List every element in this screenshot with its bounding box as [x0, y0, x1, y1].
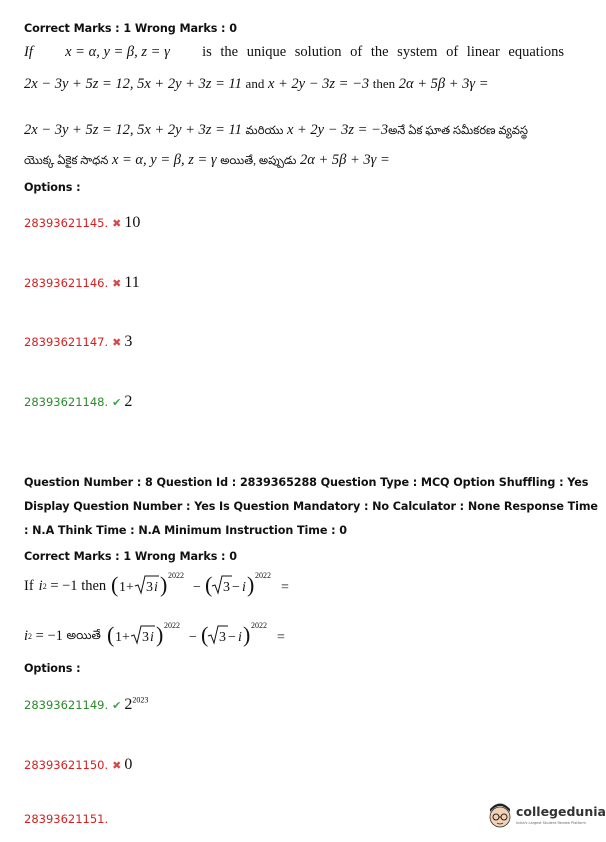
svg-text:(: (: [200, 622, 209, 647]
q7-option-4: [24, 391, 132, 411]
cross-icon: ✖: [112, 759, 122, 772]
option-value: 3: [124, 333, 133, 350]
option-id: 28393621146.: [24, 276, 109, 290]
q8-header-line3: : N.A Think Time : N.A Minimum Instruction Time : 0: [24, 524, 347, 537]
q7-statement: is the unique solution of the system of linear equations: [202, 44, 564, 60]
svg-text:3: 3: [146, 580, 154, 595]
q7-telugu-line1: [24, 122, 528, 140]
q7-expr: 2α + 5β + 3γ =: [398, 76, 489, 92]
q7-te-eqs: 2x − 3y + 5z = 12, 5x + 2y + 3z = 11: [24, 122, 242, 138]
svg-text:i: i: [149, 630, 154, 645]
svg-text:2022: 2022: [163, 621, 180, 630]
svg-text:1+: 1+: [114, 630, 130, 645]
q7-te-eq3: x + 2y − 3z = −3: [286, 122, 389, 138]
option-id: 28393621151.: [24, 812, 109, 826]
svg-text:−: −: [232, 580, 241, 595]
svg-text:): ): [160, 572, 168, 597]
cross-icon: ✖: [112, 277, 122, 290]
brand-tagline: India's Largest Student Review Platform: [516, 821, 586, 825]
q8-option-3: [24, 808, 108, 827]
q7-te-expr: 2α + 5β + 3γ =: [300, 152, 390, 168]
svg-text:i: i: [242, 580, 247, 595]
q8-telugu-line: i 2 = −1 అయితే ( 1+ 3 i ) 2022 − ( 3 − i ) 2022 =: [24, 622, 297, 650]
cross-icon: ✖: [112, 336, 122, 349]
q8-option-1: [24, 694, 148, 714]
q7-telugu-line2: [24, 152, 390, 170]
option-id: 28393621148.: [24, 395, 109, 409]
svg-text:(: (: [205, 572, 213, 597]
q8-english-line: If i 2 = −1 then ( 1+ 3 i ) 2022 − ( 3 − i ) 2022 =: [24, 572, 301, 600]
option-value: 0: [124, 756, 133, 773]
svg-text:3: 3: [223, 580, 231, 595]
q7-te-intro: యొక్క ఏకైక సాధన: [24, 155, 109, 167]
svg-text:): ): [247, 572, 255, 597]
q7-te-then: అయితే, అప్పుడు: [220, 155, 297, 167]
q7-options-label: Options :: [24, 181, 81, 194]
option-id: 28393621149.: [24, 698, 109, 712]
brand-name: collegedunia: [516, 804, 606, 819]
q7-and: and: [245, 76, 265, 91]
q7-marks: Correct Marks : 1 Wrong Marks : 0: [24, 22, 237, 35]
svg-text:=: =: [276, 630, 285, 645]
q7-eq3: x + 2y − 3z = −3: [267, 76, 370, 92]
svg-text:−: −: [193, 580, 202, 595]
q7-english-line2: [24, 76, 489, 93]
svg-text:): ): [242, 622, 251, 647]
svg-text:2022: 2022: [168, 571, 185, 580]
option-value: 10: [124, 214, 141, 231]
option-id: 28393621150.: [24, 758, 109, 772]
svg-text:−: −: [188, 630, 197, 645]
q8-header-line2: Display Question Number : Yes Is Question Mandatory : No Calculator : None Response Time: [24, 500, 598, 513]
svg-text:3: 3: [218, 630, 226, 645]
q7-te-rest: అనే ఏక ఘాత సమీకరణ వ్యవస్థ: [388, 125, 528, 137]
q7-english-line1: [24, 44, 564, 61]
option-id: 28393621145.: [24, 216, 109, 230]
check-icon: ✔: [112, 699, 122, 712]
option-value: 2: [124, 393, 133, 410]
q7-then: then: [372, 76, 396, 91]
q7-option-2: [24, 272, 140, 292]
option-value-exponent: 2023: [132, 695, 149, 705]
svg-text:2022: 2022: [255, 571, 272, 580]
collegedunia-logo: [486, 800, 606, 834]
option-id: 28393621147.: [24, 335, 109, 349]
svg-text:3: 3: [141, 630, 149, 645]
svg-text:−: −: [227, 630, 236, 645]
svg-text:1+: 1+: [119, 580, 135, 595]
check-icon: ✔: [112, 396, 122, 409]
option-value-base: 2: [124, 696, 133, 713]
q7-option-3: [24, 331, 132, 351]
q8-then: then: [81, 577, 107, 594]
mascot-icon: [486, 800, 514, 830]
q7-te-cond: x = α, y = β, z = γ: [111, 152, 217, 168]
q7-option-1: [24, 212, 140, 232]
q7-condition: x = α, y = β, z = γ: [65, 44, 170, 60]
q8-if: If: [24, 577, 34, 594]
option-value: 11: [124, 274, 140, 291]
q7-te-mariyu: మరియు: [245, 125, 284, 137]
q8-expression: [111, 572, 301, 600]
q8-header-line1: Question Number : 8 Question Id : 2839365288 Question Type : MCQ Option Shuffling : Yes: [24, 476, 589, 489]
svg-text:i: i: [154, 580, 159, 595]
q8-options-label: Options :: [24, 662, 81, 675]
svg-text:2022: 2022: [250, 621, 267, 630]
svg-text:=: =: [281, 580, 290, 595]
q8-te-expression: [107, 622, 297, 650]
q8-te-ayithe: అయితే: [66, 627, 101, 642]
svg-text:(: (: [106, 622, 115, 647]
svg-text:(: (: [111, 572, 119, 597]
svg-text:): ): [155, 622, 164, 647]
q7-if: If: [24, 44, 33, 60]
cross-icon: ✖: [112, 217, 122, 230]
svg-text:i: i: [237, 630, 242, 645]
q8-marks: Correct Marks : 1 Wrong Marks : 0: [24, 550, 237, 563]
q7-eqs: 2x − 3y + 5z = 12, 5x + 2y + 3z = 11: [24, 76, 242, 92]
q8-option-2: [24, 754, 132, 774]
